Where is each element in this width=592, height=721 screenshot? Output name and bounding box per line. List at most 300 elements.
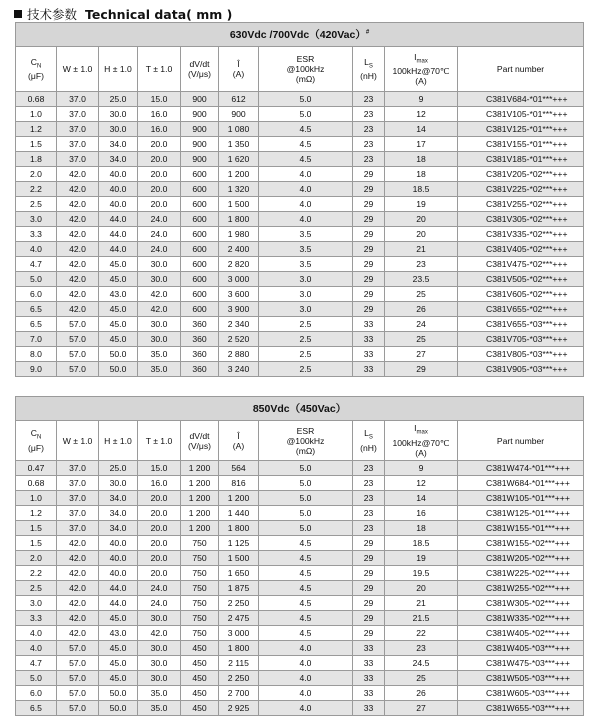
cell-peak-current: 3 000	[219, 272, 259, 287]
cell-width: 57.0	[57, 701, 99, 716]
cell-part-number: C381V155-*01***+++	[458, 137, 584, 152]
table-row	[16, 506, 584, 521]
cell-dvdt: 600	[181, 167, 219, 182]
cell-capacitance: 1.8	[16, 152, 57, 167]
cell-width: 42.0	[57, 566, 99, 581]
cell-part-number: C381W475-*03***+++	[458, 656, 584, 671]
cell-esr: 3.0	[259, 302, 353, 317]
table-row	[16, 581, 584, 596]
cell-height: 40.0	[99, 566, 138, 581]
col-header-peak-current: Î (A)	[219, 421, 259, 461]
cell-height: 34.0	[99, 137, 138, 152]
heading-english: Technical data	[85, 7, 187, 22]
cell-part-number: C381W125-*01***+++	[458, 506, 584, 521]
cell-capacitance: 8.0	[16, 347, 57, 362]
cell-thickness: 20.0	[138, 491, 181, 506]
cell-height: 43.0	[99, 287, 138, 302]
cell-esr: 4.0	[259, 671, 353, 686]
cell-inductance: 23	[353, 107, 385, 122]
cell-thickness: 24.0	[138, 212, 181, 227]
cell-height: 25.0	[99, 461, 138, 476]
cell-imax: 25	[385, 287, 458, 302]
cell-height: 45.0	[99, 332, 138, 347]
cell-capacitance: 4.0	[16, 242, 57, 257]
cell-capacitance: 2.2	[16, 566, 57, 581]
cell-capacitance: 5.0	[16, 272, 57, 287]
cell-peak-current: 564	[219, 461, 259, 476]
cell-peak-current: 1 875	[219, 581, 259, 596]
cell-imax: 25	[385, 671, 458, 686]
col-header-inductance: $L_S$ (nH)	[353, 47, 385, 92]
table-row	[16, 197, 584, 212]
square-bullet-icon	[14, 10, 22, 18]
cell-dvdt: 450	[181, 656, 219, 671]
cell-esr: 4.5	[259, 626, 353, 641]
cell-esr: 2.5	[259, 362, 353, 377]
cell-width: 42.0	[57, 287, 99, 302]
table-row	[16, 566, 584, 581]
cell-width: 42.0	[57, 581, 99, 596]
cell-dvdt: 600	[181, 182, 219, 197]
cell-dvdt: 900	[181, 122, 219, 137]
cell-part-number: C381V125-*01***+++	[458, 122, 584, 137]
cell-part-number: C381W205-*02***+++	[458, 551, 584, 566]
cell-thickness: 30.0	[138, 671, 181, 686]
table-row	[16, 476, 584, 491]
col-header-width: W ± 1.0	[57, 421, 99, 461]
cell-peak-current: 2 340	[219, 317, 259, 332]
cell-peak-current: 3 600	[219, 287, 259, 302]
cell-imax: 14	[385, 491, 458, 506]
cell-inductance: 33	[353, 332, 385, 347]
table-row	[16, 287, 584, 302]
cell-width: 37.0	[57, 521, 99, 536]
cell-thickness: 16.0	[138, 107, 181, 122]
col-header-imax: $I_{max}$ 100kHz@70℃ (A)	[385, 421, 458, 461]
cell-esr: 4.5	[259, 536, 353, 551]
cell-width: 37.0	[57, 137, 99, 152]
col-header-esr: ESR @100kHz (mΩ)	[259, 421, 353, 461]
table-row	[16, 671, 584, 686]
cell-inductance: 33	[353, 641, 385, 656]
cell-esr: 5.0	[259, 461, 353, 476]
cell-height: 44.0	[99, 212, 138, 227]
cell-peak-current: 1 200	[219, 167, 259, 182]
cell-peak-current: 2 115	[219, 656, 259, 671]
cell-thickness: 35.0	[138, 362, 181, 377]
cell-thickness: 35.0	[138, 686, 181, 701]
table-row	[16, 461, 584, 476]
cell-imax: 19.5	[385, 566, 458, 581]
cell-esr: 5.0	[259, 107, 353, 122]
cell-capacitance: 6.0	[16, 686, 57, 701]
cell-part-number: C381W655-*03***+++	[458, 701, 584, 716]
cell-esr: 3.0	[259, 272, 353, 287]
cell-peak-current: 1 650	[219, 566, 259, 581]
cell-capacitance: 6.5	[16, 302, 57, 317]
cell-esr: 5.0	[259, 476, 353, 491]
cell-part-number: C381V905-*03***+++	[458, 362, 584, 377]
cell-inductance: 29	[353, 596, 385, 611]
cell-inductance: 29	[353, 551, 385, 566]
cell-dvdt: 750	[181, 611, 219, 626]
cell-imax: 23	[385, 257, 458, 272]
cell-capacitance: 6.5	[16, 317, 57, 332]
cell-peak-current: 900	[219, 107, 259, 122]
cell-dvdt: 1 200	[181, 521, 219, 536]
cell-peak-current: 2 700	[219, 686, 259, 701]
cell-peak-current: 1 500	[219, 551, 259, 566]
cell-esr: 4.0	[259, 197, 353, 212]
cell-thickness: 42.0	[138, 287, 181, 302]
cell-peak-current: 2 520	[219, 332, 259, 347]
cell-width: 42.0	[57, 257, 99, 272]
cell-part-number: C381W225-*02***+++	[458, 566, 584, 581]
cell-dvdt: 600	[181, 197, 219, 212]
cell-imax: 18	[385, 521, 458, 536]
cell-esr: 3.5	[259, 257, 353, 272]
cell-imax: 19	[385, 197, 458, 212]
cell-capacitance: 2.0	[16, 167, 57, 182]
col-header-part-number: Part number	[458, 421, 584, 461]
cell-dvdt: 360	[181, 347, 219, 362]
cell-capacitance: 1.0	[16, 491, 57, 506]
col-header-thickness: T ± 1.0	[138, 47, 181, 92]
cell-part-number: C381W255-*02***+++	[458, 581, 584, 596]
cell-dvdt: 1 200	[181, 476, 219, 491]
cell-width: 57.0	[57, 332, 99, 347]
cell-width: 37.0	[57, 122, 99, 137]
cell-part-number: C381V205-*02***+++	[458, 167, 584, 182]
cell-dvdt: 600	[181, 212, 219, 227]
cell-peak-current: 2 880	[219, 347, 259, 362]
cell-height: 45.0	[99, 317, 138, 332]
cell-thickness: 30.0	[138, 317, 181, 332]
table-row	[16, 167, 584, 182]
cell-inductance: 29	[353, 257, 385, 272]
table-row	[16, 686, 584, 701]
cell-height: 44.0	[99, 242, 138, 257]
table-row	[16, 596, 584, 611]
cell-dvdt: 600	[181, 272, 219, 287]
cell-part-number: C381W474-*01***+++	[458, 461, 584, 476]
table-row	[16, 347, 584, 362]
cell-imax: 9	[385, 461, 458, 476]
cell-esr: 4.0	[259, 656, 353, 671]
cell-width: 42.0	[57, 212, 99, 227]
cell-peak-current: 1 980	[219, 227, 259, 242]
cell-height: 30.0	[99, 476, 138, 491]
cell-width: 57.0	[57, 641, 99, 656]
cell-inductance: 33	[353, 671, 385, 686]
col-header-capacitance: $C_N$ (μF)	[16, 47, 57, 92]
table-row	[16, 107, 584, 122]
cell-imax: 16	[385, 506, 458, 521]
cell-peak-current: 1 800	[219, 212, 259, 227]
table-row	[16, 521, 584, 536]
cell-inductance: 29	[353, 581, 385, 596]
cell-capacitance: 1.0	[16, 107, 57, 122]
cell-height: 50.0	[99, 362, 138, 377]
cell-imax: 17	[385, 137, 458, 152]
cell-height: 45.0	[99, 671, 138, 686]
col-header-capacitance: $C_N$ (μF)	[16, 421, 57, 461]
cell-peak-current: 3 900	[219, 302, 259, 317]
cell-inductance: 23	[353, 152, 385, 167]
cell-inductance: 23	[353, 521, 385, 536]
cell-imax: 25	[385, 332, 458, 347]
cell-imax: 20	[385, 581, 458, 596]
cell-thickness: 20.0	[138, 536, 181, 551]
cell-width: 42.0	[57, 182, 99, 197]
col-header-esr: ESR @100kHz (mΩ)	[259, 47, 353, 92]
cell-capacitance: 2.2	[16, 182, 57, 197]
col-header-width: W ± 1.0	[57, 47, 99, 92]
cell-dvdt: 600	[181, 257, 219, 272]
cell-capacitance: 0.47	[16, 461, 57, 476]
cell-dvdt: 900	[181, 137, 219, 152]
cell-inductance: 33	[353, 701, 385, 716]
cell-dvdt: 750	[181, 581, 219, 596]
table-row	[16, 242, 584, 257]
cell-peak-current: 1 440	[219, 506, 259, 521]
cell-thickness: 20.0	[138, 197, 181, 212]
cell-height: 45.0	[99, 656, 138, 671]
cell-dvdt: 600	[181, 227, 219, 242]
cell-peak-current: 1 080	[219, 122, 259, 137]
cell-esr: 2.5	[259, 347, 353, 362]
cell-thickness: 30.0	[138, 257, 181, 272]
cell-esr: 4.5	[259, 122, 353, 137]
cell-capacitance: 2.0	[16, 551, 57, 566]
cell-dvdt: 750	[181, 566, 219, 581]
cell-capacitance: 1.5	[16, 521, 57, 536]
cell-part-number: C381V605-*02***+++	[458, 287, 584, 302]
cell-thickness: 30.0	[138, 332, 181, 347]
cell-width: 57.0	[57, 362, 99, 377]
col-header-imax: $I_{max}$ 100kHz@70℃ (A)	[385, 47, 458, 92]
heading-unit: ( mm )	[186, 7, 233, 22]
table-row	[16, 626, 584, 641]
cell-part-number: C381W105-*01***+++	[458, 491, 584, 506]
cell-width: 42.0	[57, 272, 99, 287]
cell-dvdt: 360	[181, 317, 219, 332]
cell-dvdt: 360	[181, 362, 219, 377]
cell-part-number: C381V475-*02***+++	[458, 257, 584, 272]
cell-esr: 3.5	[259, 227, 353, 242]
cell-part-number: C381W505-*03***+++	[458, 671, 584, 686]
cell-part-number: C381V335-*02***+++	[458, 227, 584, 242]
table-row	[16, 701, 584, 716]
cell-inductance: 29	[353, 227, 385, 242]
cell-inductance: 33	[353, 362, 385, 377]
cell-esr: 4.0	[259, 167, 353, 182]
cell-thickness: 24.0	[138, 227, 181, 242]
cell-peak-current: 1 620	[219, 152, 259, 167]
cell-thickness: 20.0	[138, 137, 181, 152]
cell-width: 57.0	[57, 347, 99, 362]
cell-esr: 3.0	[259, 287, 353, 302]
cell-thickness: 35.0	[138, 701, 181, 716]
cell-peak-current: 1 200	[219, 491, 259, 506]
cell-width: 37.0	[57, 461, 99, 476]
col-header-part-number: Part number	[458, 47, 584, 92]
cell-peak-current: 2 400	[219, 242, 259, 257]
cell-peak-current: 2 250	[219, 671, 259, 686]
spec-table-850vdc	[15, 396, 584, 716]
cell-capacitance: 0.68	[16, 92, 57, 107]
cell-esr: 4.5	[259, 581, 353, 596]
cell-width: 42.0	[57, 536, 99, 551]
col-header-inductance: $L_S$ (nH)	[353, 421, 385, 461]
cell-imax: 27	[385, 347, 458, 362]
table-row	[16, 122, 584, 137]
cell-part-number: C381V655-*03***+++	[458, 317, 584, 332]
cell-inductance: 33	[353, 686, 385, 701]
cell-thickness: 42.0	[138, 302, 181, 317]
table-row	[16, 641, 584, 656]
cell-width: 42.0	[57, 596, 99, 611]
cell-dvdt: 450	[181, 671, 219, 686]
cell-thickness: 20.0	[138, 167, 181, 182]
table-row	[16, 212, 584, 227]
cell-thickness: 24.0	[138, 581, 181, 596]
cell-thickness: 20.0	[138, 152, 181, 167]
cell-height: 50.0	[99, 347, 138, 362]
cell-width: 42.0	[57, 167, 99, 182]
cell-thickness: 16.0	[138, 122, 181, 137]
cell-inductance: 29	[353, 272, 385, 287]
cell-height: 34.0	[99, 521, 138, 536]
cell-dvdt: 1 200	[181, 506, 219, 521]
cell-height: 44.0	[99, 596, 138, 611]
table-row	[16, 92, 584, 107]
cell-peak-current: 2 250	[219, 596, 259, 611]
cell-inductance: 29	[353, 242, 385, 257]
table-row	[16, 227, 584, 242]
cell-dvdt: 750	[181, 596, 219, 611]
cell-inductance: 23	[353, 476, 385, 491]
cell-dvdt: 1 200	[181, 491, 219, 506]
cell-thickness: 20.0	[138, 566, 181, 581]
table-row	[16, 332, 584, 347]
col-header-height: H ± 1.0	[99, 421, 138, 461]
cell-part-number: C381V405-*02***+++	[458, 242, 584, 257]
cell-dvdt: 900	[181, 107, 219, 122]
cell-thickness: 20.0	[138, 551, 181, 566]
cell-capacitance: 6.5	[16, 701, 57, 716]
cell-width: 42.0	[57, 197, 99, 212]
cell-capacitance: 2.5	[16, 197, 57, 212]
cell-part-number: C381W605-*03***+++	[458, 686, 584, 701]
cell-part-number: C381V185-*01***+++	[458, 152, 584, 167]
cell-imax: 18.5	[385, 182, 458, 197]
table-row	[16, 302, 584, 317]
cell-width: 37.0	[57, 152, 99, 167]
cell-imax: 14	[385, 122, 458, 137]
cell-imax: 19	[385, 551, 458, 566]
cell-part-number: C381V684-*01***+++	[458, 92, 584, 107]
cell-inductance: 29	[353, 197, 385, 212]
cell-inductance: 33	[353, 656, 385, 671]
cell-width: 57.0	[57, 317, 99, 332]
cell-esr: 4.5	[259, 152, 353, 167]
cell-dvdt: 600	[181, 302, 219, 317]
cell-peak-current: 816	[219, 476, 259, 491]
cell-thickness: 16.0	[138, 476, 181, 491]
cell-width: 57.0	[57, 656, 99, 671]
cell-peak-current: 3 000	[219, 626, 259, 641]
cell-esr: 5.0	[259, 92, 353, 107]
table-row	[16, 272, 584, 287]
cell-dvdt: 900	[181, 152, 219, 167]
cell-thickness: 30.0	[138, 272, 181, 287]
cell-part-number: C381V655-*02***+++	[458, 302, 584, 317]
cell-thickness: 20.0	[138, 506, 181, 521]
cell-dvdt: 1 200	[181, 461, 219, 476]
cell-esr: 4.5	[259, 566, 353, 581]
cell-imax: 24	[385, 317, 458, 332]
cell-height: 50.0	[99, 686, 138, 701]
cell-peak-current: 1 320	[219, 182, 259, 197]
cell-thickness: 35.0	[138, 347, 181, 362]
cell-inductance: 29	[353, 287, 385, 302]
cell-thickness: 30.0	[138, 611, 181, 626]
cell-capacitance: 0.68	[16, 476, 57, 491]
table-title: 850Vdc（450Vac）	[16, 397, 584, 421]
col-header-peak-current: Î (A)	[219, 47, 259, 92]
cell-capacitance: 1.5	[16, 536, 57, 551]
cell-capacitance: 9.0	[16, 362, 57, 377]
cell-thickness: 24.0	[138, 242, 181, 257]
cell-esr: 4.0	[259, 641, 353, 656]
cell-inductance: 33	[353, 317, 385, 332]
cell-dvdt: 600	[181, 287, 219, 302]
cell-capacitance: 7.0	[16, 332, 57, 347]
cell-height: 40.0	[99, 551, 138, 566]
cell-height: 34.0	[99, 152, 138, 167]
table-row	[16, 137, 584, 152]
cell-width: 42.0	[57, 302, 99, 317]
cell-imax: 20	[385, 212, 458, 227]
cell-inductance: 29	[353, 626, 385, 641]
cell-esr: 4.0	[259, 212, 353, 227]
cell-inductance: 23	[353, 137, 385, 152]
cell-imax: 21.5	[385, 611, 458, 626]
spec-table-630vdc	[15, 22, 584, 377]
cell-thickness: 15.0	[138, 461, 181, 476]
cell-part-number: C381W684-*01***+++	[458, 476, 584, 491]
cell-capacitance: 1.2	[16, 506, 57, 521]
cell-dvdt: 900	[181, 92, 219, 107]
table-row	[16, 536, 584, 551]
cell-height: 45.0	[99, 272, 138, 287]
cell-part-number: C381V105-*01***+++	[458, 107, 584, 122]
cell-height: 43.0	[99, 626, 138, 641]
cell-part-number: C381W405-*03***+++	[458, 641, 584, 656]
cell-width: 37.0	[57, 92, 99, 107]
cell-dvdt: 450	[181, 701, 219, 716]
cell-part-number: C381W305-*02***+++	[458, 596, 584, 611]
cell-imax: 24.5	[385, 656, 458, 671]
cell-imax: 18	[385, 167, 458, 182]
table-row	[16, 317, 584, 332]
cell-imax: 26	[385, 302, 458, 317]
cell-part-number: C381V505-*02***+++	[458, 272, 584, 287]
cell-inductance: 29	[353, 611, 385, 626]
cell-peak-current: 1 125	[219, 536, 259, 551]
cell-imax: 18	[385, 152, 458, 167]
